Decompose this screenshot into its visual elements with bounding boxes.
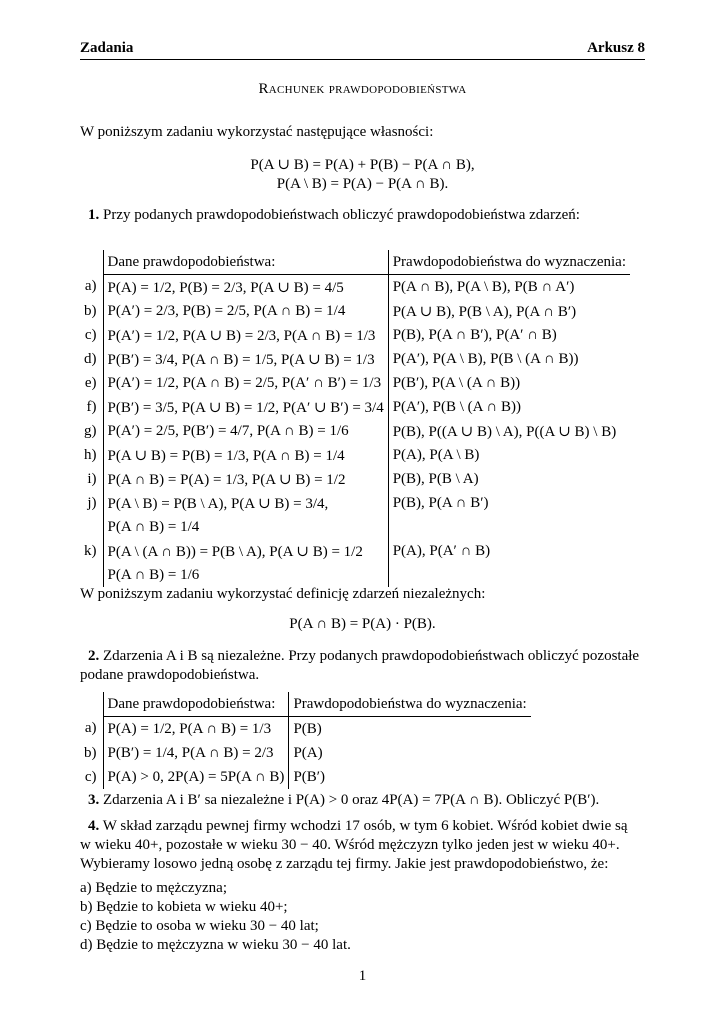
task-4-line-2: w wieku 40+, pozostałe w wieku 30 − 40. Wśród mężczyzn tylko jeden jest w wieku 40+. xyxy=(80,837,620,853)
row-label: j) xyxy=(80,491,103,515)
row-label: a) xyxy=(80,717,103,742)
row-label: f) xyxy=(80,395,103,419)
task-3 xyxy=(88,792,599,809)
given-column-header: Dane prawdopodobieństwa: xyxy=(103,250,388,275)
row-label: b) xyxy=(80,299,103,323)
probabilities-to-find: P(A ∩ B), P(A \ B), P(B ∩ A′) xyxy=(392,278,575,295)
table-row xyxy=(80,443,630,467)
given-probabilities: P(B′) = 3/4, P(A ∩ B) = 1/5, P(A ∪ B) = 1/3 xyxy=(103,347,388,371)
row-label: b) xyxy=(80,741,103,765)
probabilities-to-find: P(B), P((A ∪ B) \ A), P((A ∪ B) \ B) xyxy=(392,423,617,440)
probabilities-to-find: P(A), P(A′ ∩ B) xyxy=(392,542,491,559)
task-1 xyxy=(88,207,580,224)
given-probabilities: P(A ∪ B) = P(B) = 1/3, P(A ∩ B) = 1/4 xyxy=(103,443,388,467)
row-label: h) xyxy=(80,443,103,467)
task-2-line-2: podane prawdopodobieństwa. xyxy=(80,667,260,683)
row-label: d) xyxy=(80,347,103,371)
given-probabilities: P(A ∩ B) = 1/4 xyxy=(103,515,388,539)
probabilities-to-find: P(B′), P(A \ (A ∩ B)) xyxy=(392,374,521,391)
probabilities-to-find: P(B), P(B \ A) xyxy=(392,470,479,487)
page-title: Rachunek prawdopodobieństwa xyxy=(258,81,467,97)
task-2-number: 2. xyxy=(88,648,100,664)
given-probabilities: P(A′) = 2/5, P(B′) = 4/7, P(A ∩ B) = 1/6 xyxy=(103,419,388,443)
table-header-row xyxy=(80,692,531,717)
given-probabilities: P(A) > 0, 2P(A) = 5P(A ∩ B) xyxy=(103,765,289,789)
intro-text-2: W poniższym zadaniu wykorzystać definicję zdarzeń niezależnych: xyxy=(80,586,486,602)
row-label xyxy=(80,563,103,587)
formula-difference: P(A \ B) = P(A) − P(A ∩ B). xyxy=(276,176,449,192)
table-row xyxy=(80,347,630,371)
row-label xyxy=(80,515,103,539)
probabilities-to-find: P(A), P(A \ B) xyxy=(392,446,480,463)
header-right: Arkusz 8 xyxy=(587,40,645,56)
given-probabilities: P(A ∩ B) = P(A) = 1/3, P(A ∪ B) = 1/2 xyxy=(103,467,388,491)
table-row xyxy=(80,491,630,515)
task-3-number: 3. xyxy=(88,792,100,808)
task-4-number: 4. xyxy=(88,818,100,834)
given-column-header: Dane prawdopodobieństwa: xyxy=(103,692,289,717)
task-4-item-d: d) Będzie to mężczyzna w wieku 30 − 40 lat. xyxy=(80,937,351,953)
table-row xyxy=(80,563,630,587)
given-probabilities: P(A′) = 2/3, P(B) = 2/5, P(A ∩ B) = 1/4 xyxy=(103,299,388,323)
probabilities-to-find: P(A ∪ B), P(B \ A), P(A ∩ B′) xyxy=(392,303,577,320)
table-row xyxy=(80,765,531,789)
table-row xyxy=(80,467,630,491)
probabilities-to-find: P(B), P(A ∩ B′), P(A′ ∩ B) xyxy=(392,326,557,343)
intro-text-1: W poniższym zadaniu wykorzystać następujące własności: xyxy=(80,124,434,140)
task-4-item-a: a) Będzie to mężczyzna; xyxy=(80,880,227,896)
find-column-header: Prawdopodobieństwa do wyznaczenia: xyxy=(388,250,630,275)
row-label: c) xyxy=(80,323,103,347)
find-column-header: Prawdopodobieństwa do wyznaczenia: xyxy=(289,692,531,717)
header-rule xyxy=(80,59,645,60)
task-4-line-1: W skład zarządu pewnej firmy wchodzi 17 osób, w tym 6 kobiet. Wśród kobiet dwie są xyxy=(102,818,628,834)
task-2-line-1: Zdarzenia A i B są niezależne. Przy podanych prawdopodobieństwach obliczyć pozostałe xyxy=(103,648,640,664)
probabilities-to-find: P(A′), P(B \ (A ∩ B)) xyxy=(392,398,522,415)
table-row xyxy=(80,419,630,443)
table-row xyxy=(80,395,630,419)
row-label: k) xyxy=(80,539,103,563)
given-probabilities: P(A) = 1/2, P(A ∩ B) = 1/3 xyxy=(103,717,289,742)
given-probabilities: P(A \ (A ∩ B)) = P(B \ A), P(A ∪ B) = 1/2 xyxy=(103,539,388,563)
table-row xyxy=(80,323,630,347)
header-left: Zadania xyxy=(80,40,134,56)
probabilities-to-find: P(A) xyxy=(293,744,323,761)
row-label: i) xyxy=(80,467,103,491)
table-row xyxy=(80,741,531,765)
task-4 xyxy=(88,818,627,835)
table-row xyxy=(80,515,630,539)
formula-independence: P(A ∩ B) = P(A) · P(B). xyxy=(289,616,436,632)
probabilities-to-find: P(A′), P(A \ B), P(B \ (A ∩ B)) xyxy=(392,350,579,367)
given-probabilities: P(A \ B) = P(B \ A), P(A ∪ B) = 3/4, xyxy=(103,491,388,515)
table-row xyxy=(80,371,630,395)
row-label: e) xyxy=(80,371,103,395)
table-row xyxy=(80,539,630,563)
label-column-header xyxy=(80,692,103,717)
probabilities-to-find: P(B) xyxy=(293,720,322,737)
given-probabilities: P(A′) = 1/2, P(A ∩ B) = 2/5, P(A′ ∩ B′) = 1/3 xyxy=(103,371,388,395)
probabilities-to-find: P(B′) xyxy=(293,768,326,785)
given-probabilities: P(B′) = 1/4, P(A ∩ B) = 2/3 xyxy=(103,741,289,765)
task-1-text: Przy podanych prawdopodobieństwach obliczyć prawdopodobieństwa zdarzeń: xyxy=(103,207,580,223)
task-1-number: 1. xyxy=(88,207,100,223)
given-probabilities: P(A′) = 1/2, P(A ∪ B) = 2/3, P(A ∩ B) = 1/3 xyxy=(103,323,388,347)
given-probabilities: P(A ∩ B) = 1/6 xyxy=(103,563,388,587)
row-label: a) xyxy=(80,275,103,300)
label-column-header xyxy=(80,250,103,275)
probabilities-to-find xyxy=(388,563,630,587)
table-row xyxy=(80,717,531,742)
task-4-item-b: b) Będzie to kobieta w wieku 40+; xyxy=(80,899,288,915)
table-1 xyxy=(80,250,630,587)
task-4-item-c: c) Będzie to osoba w wieku 30 − 40 lat; xyxy=(80,918,319,934)
task-3-text: Zdarzenia A i B′ sa niezależne i P(A) > 0 oraz 4P(A) = 7P(A ∩ B). Obliczyć P(B′). xyxy=(103,792,600,808)
table-2 xyxy=(80,692,531,789)
page-number: 1 xyxy=(358,968,367,984)
table-row xyxy=(80,275,630,300)
task-2 xyxy=(88,648,639,665)
given-probabilities: P(A) = 1/2, P(B) = 2/3, P(A ∪ B) = 4/5 xyxy=(103,275,388,300)
given-probabilities: P(B′) = 3/5, P(A ∪ B) = 1/2, P(A′ ∪ B′) = 3/4 xyxy=(103,395,388,419)
task-4-line-3: Wybieramy losowo jedną osobę z zarządu tej firmy. Jakie jest prawdopodobieństwo, że: xyxy=(80,856,609,872)
table-row xyxy=(80,299,630,323)
probabilities-to-find: P(B), P(A ∩ B′) xyxy=(392,494,489,511)
probabilities-to-find xyxy=(388,515,630,539)
formula-union: P(A ∪ B) = P(A) + P(B) − P(A ∩ B), xyxy=(250,157,475,173)
table-header-row xyxy=(80,250,630,275)
row-label: g) xyxy=(80,419,103,443)
row-label: c) xyxy=(80,765,103,789)
